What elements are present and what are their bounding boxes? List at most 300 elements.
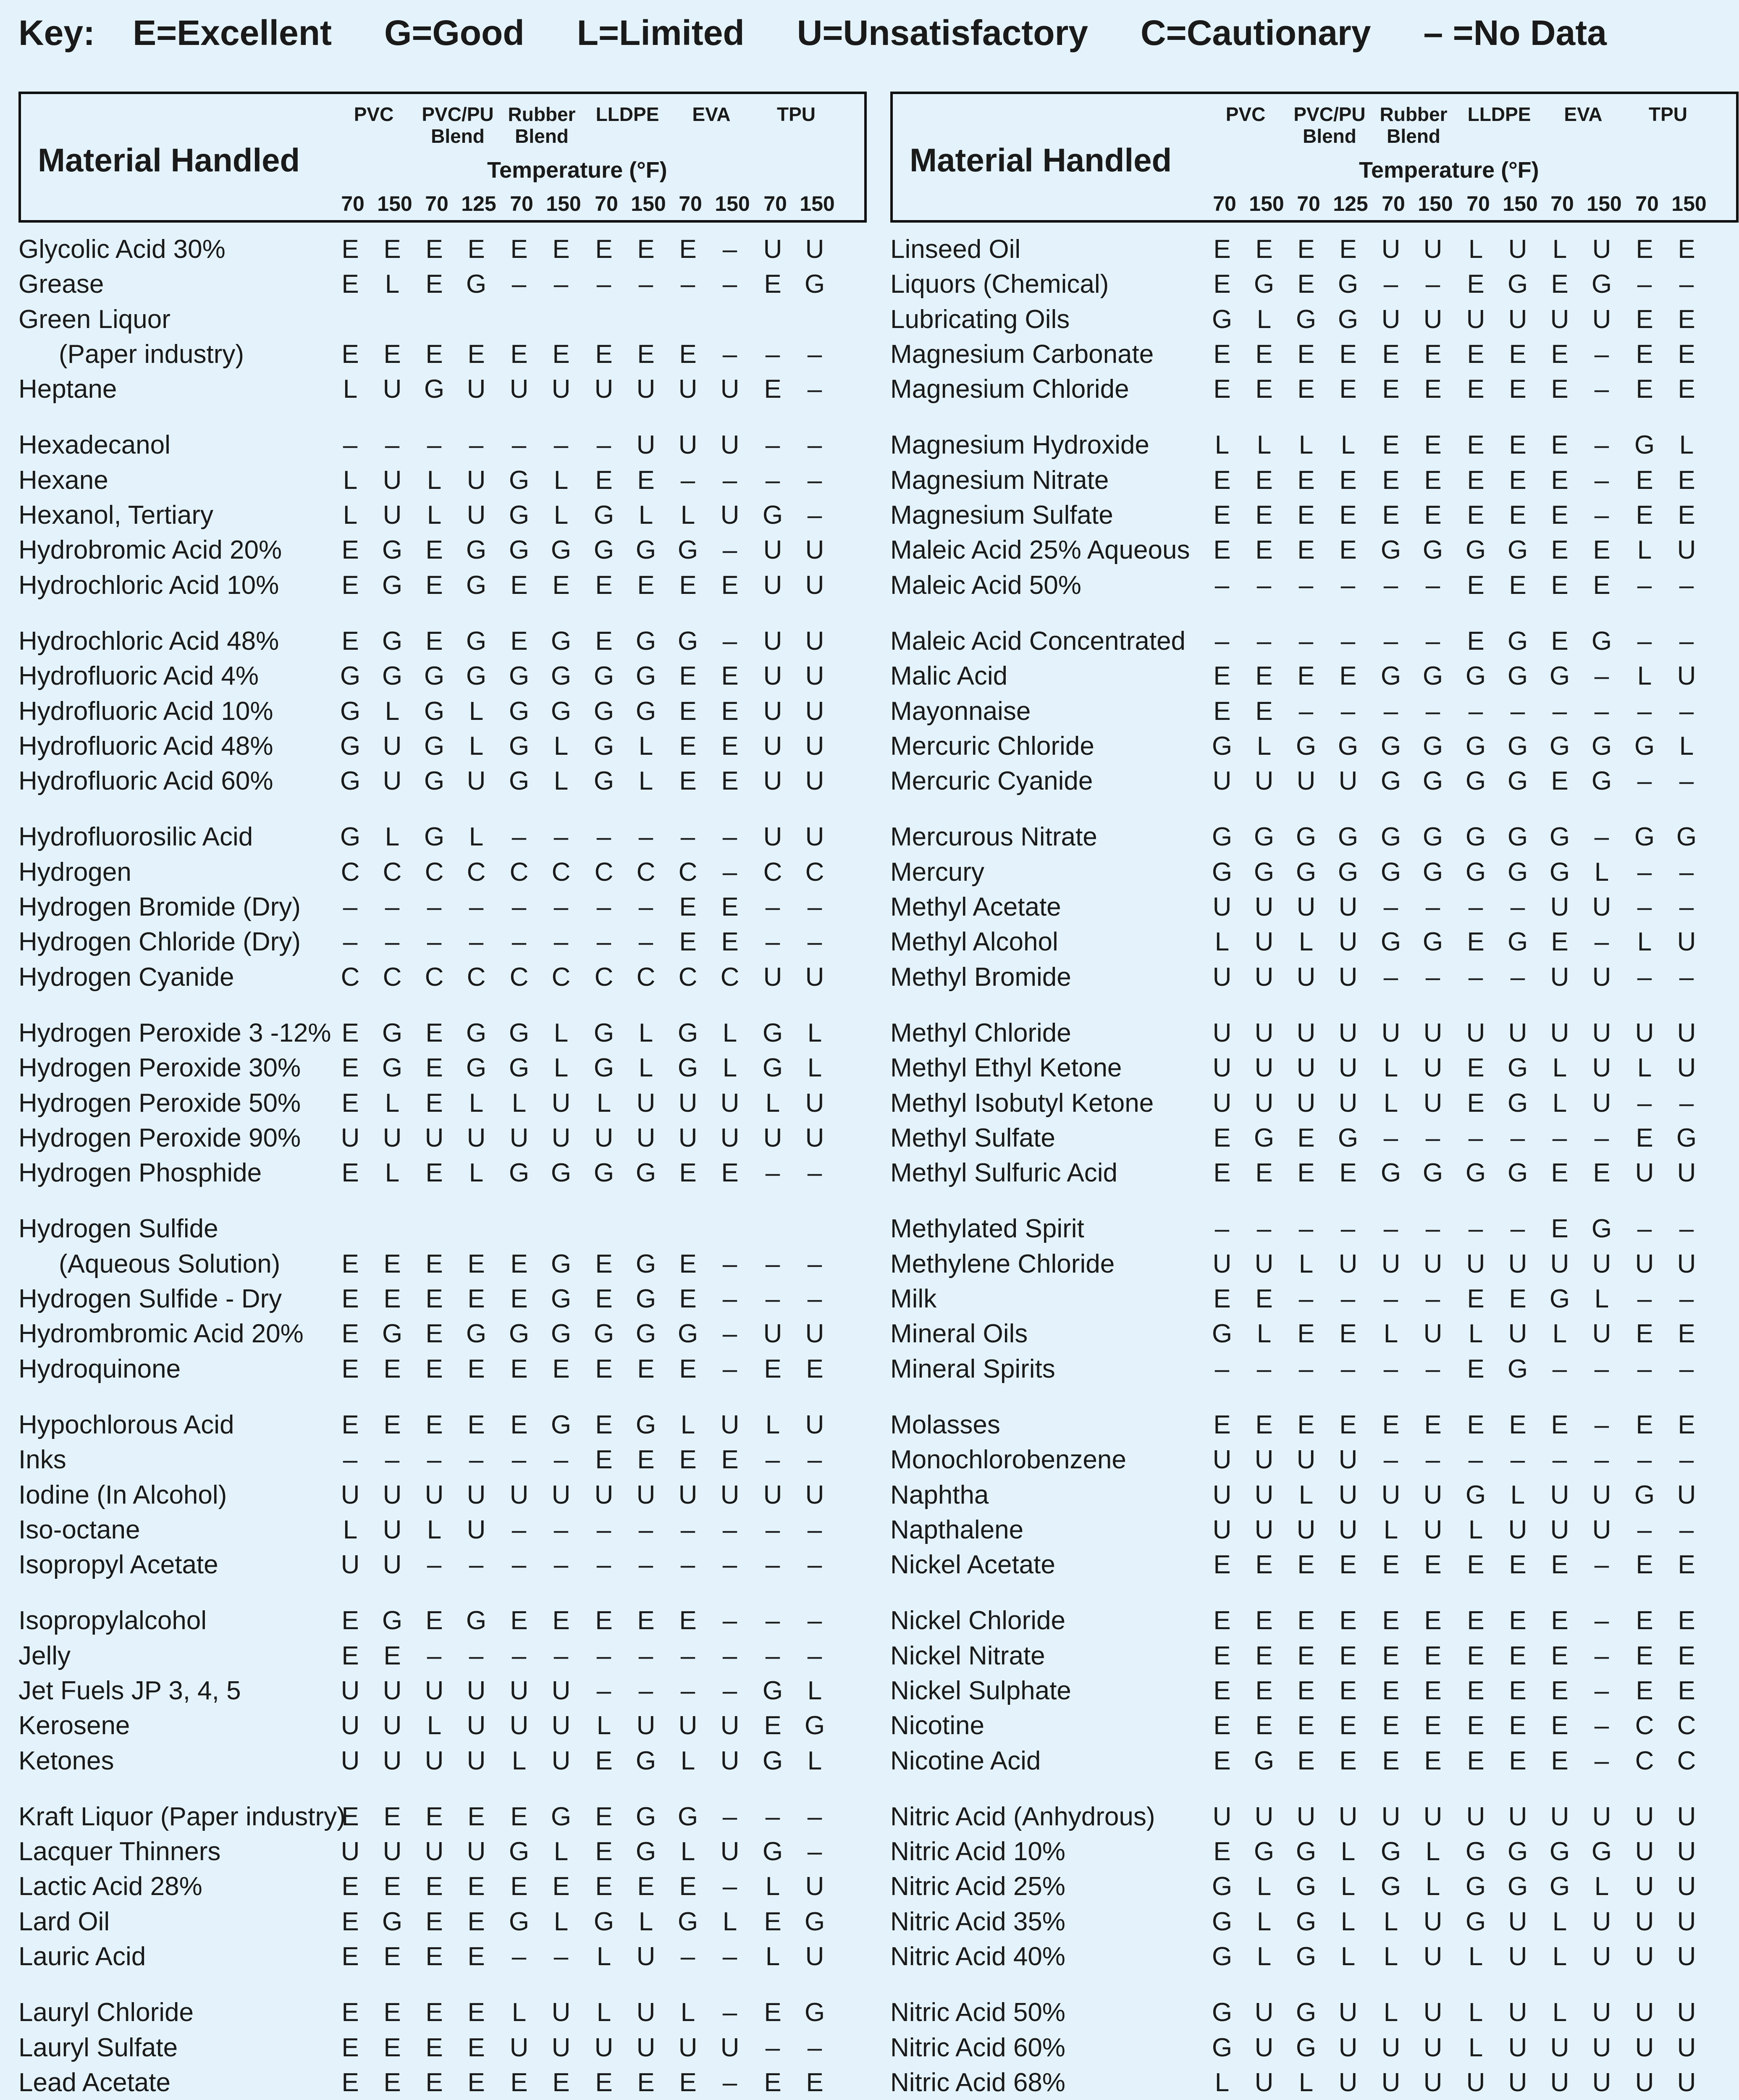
- rating-cell: E: [1467, 1550, 1485, 1580]
- rating-cell: U: [805, 1123, 824, 1152]
- rating-cell: –: [1637, 1515, 1652, 1544]
- rating-cell: U: [1254, 1480, 1274, 1509]
- rating-cell: –: [469, 1550, 484, 1580]
- rating-cell: –: [807, 1445, 822, 1475]
- rating-cell: U: [383, 501, 402, 530]
- rating-cell: E: [1636, 501, 1653, 530]
- rating-cell: –: [1594, 1641, 1609, 1670]
- table-row: [18, 1512, 867, 1547]
- rating-cell: E: [1467, 1053, 1485, 1083]
- rating-cell: U: [1296, 1515, 1316, 1544]
- rating-cell: G: [677, 1802, 698, 1831]
- rating-cell: –: [1637, 1284, 1652, 1314]
- rating-cell: L: [343, 501, 358, 530]
- table-row: [890, 2030, 1739, 2065]
- rating-cell: L: [1383, 1942, 1398, 1971]
- rating-cell: G: [1296, 2033, 1317, 2062]
- rating-cell: U: [1466, 1802, 1485, 1831]
- rating-cell: –: [638, 822, 653, 852]
- material-name: Hydrogen Phosphide: [18, 1158, 262, 1188]
- rating-cell: –: [596, 927, 611, 957]
- rating-cell: E: [1213, 1284, 1231, 1314]
- material-name: Mineral Oils: [890, 1319, 1028, 1349]
- rating-cell: –: [807, 1158, 822, 1188]
- rating-cell: U: [1423, 1480, 1443, 1509]
- table-row: [18, 890, 867, 924]
- rating-cell: E: [1297, 270, 1315, 299]
- rating-cell: –: [638, 270, 653, 299]
- rating-cell: L: [385, 696, 400, 726]
- table-row: [890, 1086, 1739, 1121]
- rating-cell: U: [805, 696, 824, 726]
- rating-cell: C: [636, 857, 656, 887]
- rating-cell: E: [1213, 1123, 1231, 1152]
- rating-cell: U: [1550, 892, 1569, 922]
- table-row: [18, 1743, 867, 1778]
- rating-cell: E: [1424, 1641, 1442, 1670]
- rating-cell: E: [679, 570, 697, 600]
- rating-cell: C: [341, 962, 360, 992]
- rating-cell: –: [596, 1550, 611, 1580]
- rating-cell: U: [1592, 304, 1611, 334]
- rating-cell: G: [1549, 731, 1570, 761]
- material-name: Nitric Acid 60%: [890, 2033, 1065, 2062]
- rating-cell: E: [637, 1872, 655, 1901]
- rating-cell: U: [1466, 1018, 1485, 1047]
- table-row: [890, 232, 1739, 267]
- rating-cell: U: [1677, 1942, 1696, 1971]
- rating-cell: E: [1213, 1606, 1231, 1635]
- rating-cell: E: [595, 339, 613, 369]
- rating-cell: –: [1214, 570, 1230, 600]
- rating-cell: U: [1677, 1480, 1696, 1509]
- rating-cell: –: [722, 465, 737, 495]
- rating-cell: G: [804, 1711, 825, 1740]
- rating-cell: –: [765, 1802, 780, 1831]
- table-row: [890, 1708, 1739, 1743]
- rating-cell: E: [806, 2068, 824, 2097]
- rating-cell: E: [1255, 235, 1273, 264]
- rating-cell: E: [1297, 501, 1315, 530]
- material-name: Hydrofluoric Acid 10%: [18, 696, 273, 726]
- rating-cell: G: [1338, 1123, 1359, 1152]
- rating-cell: G: [466, 1606, 487, 1635]
- rating-cell: L: [427, 1515, 442, 1544]
- material-name: Linseed Oil: [890, 235, 1021, 264]
- table-row: [18, 1904, 867, 1939]
- rating-cell: E: [637, 465, 655, 495]
- rating-cell: G: [1212, 2033, 1233, 2062]
- rating-cell: U: [1338, 1515, 1358, 1544]
- rating-cell: E: [1213, 1711, 1231, 1740]
- rating-cell: U: [1338, 2068, 1358, 2097]
- rating-cell: L: [553, 465, 569, 495]
- rating-cell: –: [1425, 1445, 1440, 1475]
- rating-cell: –: [511, 1942, 527, 1971]
- right-temperature-column-5: 150: [1418, 192, 1453, 215]
- rating-cell: –: [1679, 270, 1694, 299]
- material-name: Green Liquor: [18, 304, 170, 334]
- rating-cell: G: [1380, 927, 1401, 957]
- material-name: Heptane: [18, 375, 117, 404]
- rating-cell: E: [1297, 1550, 1315, 1580]
- rating-cell: U: [636, 1480, 656, 1509]
- rating-cell: C: [1677, 1746, 1696, 1775]
- rating-cell: U: [763, 662, 782, 691]
- rating-cell: E: [1467, 1746, 1485, 1775]
- rating-cell: U: [763, 731, 782, 761]
- rating-cell: –: [1594, 1676, 1609, 1705]
- rating-cell: G: [1380, 731, 1401, 761]
- rating-cell: U: [383, 1746, 402, 1775]
- left-temperature-column-8: 70: [679, 192, 702, 215]
- rating-cell: –: [807, 1550, 822, 1580]
- rating-cell: L: [1340, 1907, 1356, 1936]
- rating-cell: E: [1339, 1711, 1357, 1740]
- rating-cell: –: [553, 1550, 569, 1580]
- rating-cell: G: [1465, 822, 1486, 852]
- rating-cell: L: [385, 270, 400, 299]
- rating-cell: U: [805, 626, 824, 656]
- rating-cell: U: [1254, 892, 1274, 922]
- material-name: Nickel Chloride: [890, 1606, 1065, 1635]
- rating-cell: L: [596, 1088, 611, 1118]
- rating-cell: L: [553, 1053, 569, 1083]
- material-name: Lard Oil: [18, 1907, 110, 1936]
- table-row: [18, 1478, 867, 1512]
- rating-cell: E: [467, 1802, 485, 1831]
- rating-cell: U: [551, 1746, 571, 1775]
- right-table-header: [890, 92, 1739, 223]
- rating-cell: –: [1383, 1284, 1398, 1314]
- rating-cell: L: [1256, 1907, 1272, 1936]
- row-group: [890, 819, 1739, 994]
- rating-cell: E: [1297, 1158, 1315, 1188]
- rating-cell: G: [1634, 1480, 1655, 1509]
- rating-cell: –: [680, 1676, 695, 1705]
- rating-cell: G: [1549, 662, 1570, 691]
- rating-cell: –: [680, 1641, 695, 1670]
- rating-cell: U: [383, 1480, 402, 1509]
- rating-cell: –: [1552, 696, 1567, 726]
- table-row: [890, 1995, 1739, 2030]
- right-temperature-column-11: 150: [1671, 192, 1707, 215]
- table-row: [890, 819, 1739, 854]
- rating-cell: U: [1423, 2068, 1443, 2097]
- table-row: [18, 1834, 867, 1869]
- rating-cell: E: [679, 766, 697, 796]
- rating-cell: U: [1592, 1480, 1611, 1509]
- rating-cell: U: [1296, 1802, 1316, 1831]
- rating-cell: –: [1594, 375, 1609, 404]
- rating-cell: G: [1507, 1088, 1528, 1118]
- table-row: [18, 2065, 867, 2100]
- rating-cell: –: [1468, 1123, 1483, 1152]
- rating-cell: U: [763, 962, 782, 992]
- rating-cell: U: [720, 1088, 740, 1118]
- rating-cell: G: [1507, 1158, 1528, 1188]
- rating-cell: E: [467, 2068, 485, 2097]
- rating-cell: E: [595, 2068, 613, 2097]
- rating-cell: U: [425, 1746, 444, 1775]
- rating-cell: G: [635, 1410, 656, 1439]
- rating-cell: U: [636, 1942, 656, 1971]
- rating-cell: G: [466, 1018, 487, 1047]
- rating-cell: –: [553, 430, 569, 460]
- rating-cell: G: [1296, 1907, 1317, 1936]
- rating-cell: L: [1510, 1480, 1525, 1509]
- rating-cell: U: [805, 1410, 824, 1439]
- rating-cell: G: [1549, 857, 1570, 887]
- rating-cell: G: [509, 696, 530, 726]
- rating-cell: L: [765, 1410, 780, 1439]
- rating-cell: E: [1636, 465, 1653, 495]
- rating-cell: U: [720, 501, 740, 530]
- rating-cell: G: [635, 1249, 656, 1278]
- rating-cell: E: [595, 570, 613, 600]
- rating-cell: –: [1468, 1214, 1483, 1244]
- rating-cell: G: [1634, 731, 1655, 761]
- rating-cell: G: [1254, 822, 1275, 852]
- rating-cell: –: [680, 270, 695, 299]
- rating-cell: –: [343, 927, 358, 957]
- rating-cell: G: [1254, 270, 1275, 299]
- rating-cell: E: [1509, 501, 1527, 530]
- rating-cell: –: [1383, 696, 1398, 726]
- rating-cell: –: [1594, 1711, 1609, 1740]
- table-row: [18, 568, 867, 603]
- rating-cell: E: [1636, 1123, 1653, 1152]
- rating-cell: E: [1551, 1410, 1569, 1439]
- rating-cell: G: [1507, 1053, 1528, 1083]
- rating-cell: U: [1338, 927, 1358, 957]
- rating-cell: E: [1382, 339, 1400, 369]
- rating-cell: –: [553, 1942, 569, 1971]
- rating-cell: G: [677, 626, 698, 656]
- rating-cell: –: [722, 339, 737, 369]
- rating-cell: E: [552, 235, 570, 264]
- rating-cell: U: [1254, 927, 1274, 957]
- rating-cell: E: [341, 1354, 359, 1383]
- rating-cell: E: [1678, 375, 1695, 404]
- rating-cell: E: [1636, 1676, 1653, 1705]
- rating-cell: E: [383, 1354, 401, 1383]
- rating-cell: –: [553, 927, 569, 957]
- rating-cell: U: [1381, 1480, 1401, 1509]
- rating-cell: G: [593, 1907, 614, 1936]
- rating-cell: G: [1507, 270, 1528, 299]
- rating-cell: –: [596, 822, 611, 852]
- rating-cell: L: [553, 1018, 569, 1047]
- rating-cell: E: [1213, 1676, 1231, 1705]
- table-row: [890, 1121, 1739, 1155]
- rating-cell: U: [1550, 962, 1569, 992]
- rating-cell: E: [1255, 1550, 1273, 1580]
- rating-cell: E: [1509, 1606, 1527, 1635]
- rating-cell: E: [341, 235, 359, 264]
- left-table: [18, 92, 867, 2100]
- rating-cell: U: [1635, 1018, 1654, 1047]
- rating-cell: U: [1423, 235, 1443, 264]
- rating-cell: U: [551, 2033, 571, 2062]
- rating-cell: E: [425, 1410, 443, 1439]
- table-row: [18, 1016, 867, 1050]
- rating-cell: E: [1339, 235, 1357, 264]
- table-row: [890, 1442, 1739, 1477]
- rating-cell: E: [1213, 696, 1231, 726]
- rating-cell: E: [1678, 1319, 1695, 1349]
- rating-cell: –: [1214, 626, 1230, 656]
- rating-cell: U: [1338, 1053, 1358, 1083]
- rating-cell: U: [1381, 2033, 1401, 2062]
- rating-cell: L: [1340, 430, 1356, 460]
- rating-cell: E: [764, 2068, 782, 2097]
- rating-cell: E: [1678, 1676, 1695, 1705]
- rating-cell: L: [343, 375, 358, 404]
- rating-cell: L: [1552, 1907, 1567, 1936]
- rating-cell: E: [341, 1410, 359, 1439]
- rating-cell: E: [383, 339, 401, 369]
- rating-cell: –: [1679, 892, 1694, 922]
- rating-cell: U: [1508, 1515, 1527, 1544]
- rating-cell: U: [805, 570, 824, 600]
- rating-cell: G: [466, 270, 487, 299]
- rating-cell: –: [1679, 1214, 1694, 1244]
- rating-cell: –: [807, 1641, 822, 1670]
- rating-cell: E: [1213, 465, 1231, 495]
- rating-cell: U: [1635, 1802, 1654, 1831]
- material-name: Iso-octane: [18, 1515, 140, 1544]
- rating-cell: E: [637, 1606, 655, 1635]
- material-name: Hydrogen Peroxide 30%: [18, 1053, 301, 1083]
- rating-cell: L: [1552, 1088, 1567, 1118]
- rating-cell: L: [807, 1018, 822, 1047]
- rating-cell: –: [1298, 626, 1314, 656]
- table-row: [890, 1016, 1739, 1050]
- rating-cell: –: [427, 1550, 442, 1580]
- rating-cell: G: [509, 1319, 530, 1349]
- rating-cell: L: [1594, 1872, 1609, 1901]
- rating-cell: G: [509, 501, 530, 530]
- material-name: Hexanol, Tertiary: [18, 501, 214, 530]
- rating-cell: U: [467, 1123, 486, 1152]
- rating-cell: G: [1380, 662, 1401, 691]
- rating-cell: U: [1338, 2033, 1358, 2062]
- table-row: [18, 924, 867, 959]
- rating-cell: U: [1677, 1018, 1696, 1047]
- rating-cell: –: [722, 822, 737, 852]
- rating-cell: G: [1254, 1123, 1275, 1152]
- rating-cell: E: [467, 1942, 485, 1971]
- rating-cell: U: [1508, 2068, 1527, 2097]
- table-row: [890, 1834, 1739, 1869]
- rating-cell: G: [635, 1746, 656, 1775]
- row-group: [890, 232, 1739, 407]
- rating-cell: U: [1254, 1515, 1274, 1544]
- rating-cell: E: [341, 1284, 359, 1314]
- rating-cell: –: [680, 1550, 695, 1580]
- rating-cell: –: [1594, 1123, 1609, 1152]
- rating-cell: G: [1676, 1123, 1697, 1152]
- rating-cell: E: [1509, 570, 1527, 600]
- rating-cell: U: [383, 465, 402, 495]
- rating-cell: U: [1466, 2068, 1485, 2097]
- table-row: [890, 1673, 1739, 1708]
- material-name: Glycolic Acid 30%: [18, 235, 226, 264]
- rating-cell: E: [1678, 304, 1695, 334]
- material-name: Hydrobromic Acid 20%: [18, 536, 282, 565]
- rating-cell: G: [1591, 1214, 1612, 1244]
- material-name: Maleic Acid 25% Aqueous: [890, 536, 1190, 565]
- rating-cell: U: [1423, 1018, 1443, 1047]
- rating-cell: L: [343, 465, 358, 495]
- rating-cell: E: [1551, 339, 1569, 369]
- rating-cell: –: [469, 430, 484, 460]
- rating-cell: U: [1212, 1249, 1232, 1278]
- rating-cell: L: [1552, 1319, 1567, 1349]
- rating-cell: U: [1550, 1802, 1569, 1831]
- rating-cell: E: [1509, 1284, 1527, 1314]
- rating-cell: E: [1339, 465, 1357, 495]
- rating-cell: L: [1383, 1515, 1398, 1544]
- rating-cell: E: [510, 339, 528, 369]
- rating-cell: G: [466, 626, 487, 656]
- table-row: [18, 1939, 867, 1974]
- rating-cell: E: [1636, 304, 1653, 334]
- rating-cell: E: [595, 1249, 613, 1278]
- rating-cell: U: [678, 1123, 698, 1152]
- rating-cell: U: [383, 1123, 402, 1152]
- rating-cell: U: [1635, 1907, 1654, 1936]
- rating-cell: U: [1635, 1158, 1654, 1188]
- rating-cell: U: [594, 2033, 614, 2062]
- material-name: Methyl Bromide: [890, 962, 1071, 992]
- rating-cell: E: [1509, 1410, 1527, 1439]
- rating-cell: –: [807, 1802, 822, 1831]
- rating-cell: E: [1467, 339, 1485, 369]
- rating-cell: E: [1339, 1641, 1357, 1670]
- rating-cell: G: [509, 1158, 530, 1188]
- row-group: [890, 1603, 1739, 1778]
- rating-cell: L: [1298, 2068, 1314, 2097]
- table-row: [18, 428, 867, 462]
- rating-cell: E: [341, 339, 359, 369]
- rating-cell: L: [1552, 1942, 1567, 1971]
- rating-cell: G: [509, 1837, 530, 1866]
- rating-cell: G: [1296, 1998, 1317, 2027]
- rating-cell: G: [1422, 536, 1443, 565]
- rating-cell: E: [341, 1872, 359, 1901]
- rating-cell: –: [1468, 962, 1483, 992]
- rating-cell: U: [1592, 1319, 1611, 1349]
- rating-cell: G: [1254, 1746, 1275, 1775]
- key-limited: L=Limited: [577, 13, 745, 52]
- rating-cell: U: [1677, 1053, 1696, 1083]
- rating-cell: L: [638, 766, 653, 796]
- right-temperature-column-2: 70: [1297, 192, 1320, 215]
- rating-cell: L: [722, 1018, 737, 1047]
- rating-cell: –: [807, 892, 822, 922]
- rating-cell: U: [1296, 1088, 1316, 1118]
- row-group: [890, 1995, 1739, 2100]
- material-name: Hydrogen Peroxide 90%: [18, 1123, 301, 1152]
- material-name: Hydrofluoric Acid 60%: [18, 766, 273, 796]
- rating-cell: –: [1679, 626, 1694, 656]
- rating-cell: –: [1679, 570, 1694, 600]
- rating-cell: G: [1507, 822, 1528, 852]
- material-name: Mercury: [890, 857, 984, 887]
- table-row: [18, 372, 867, 407]
